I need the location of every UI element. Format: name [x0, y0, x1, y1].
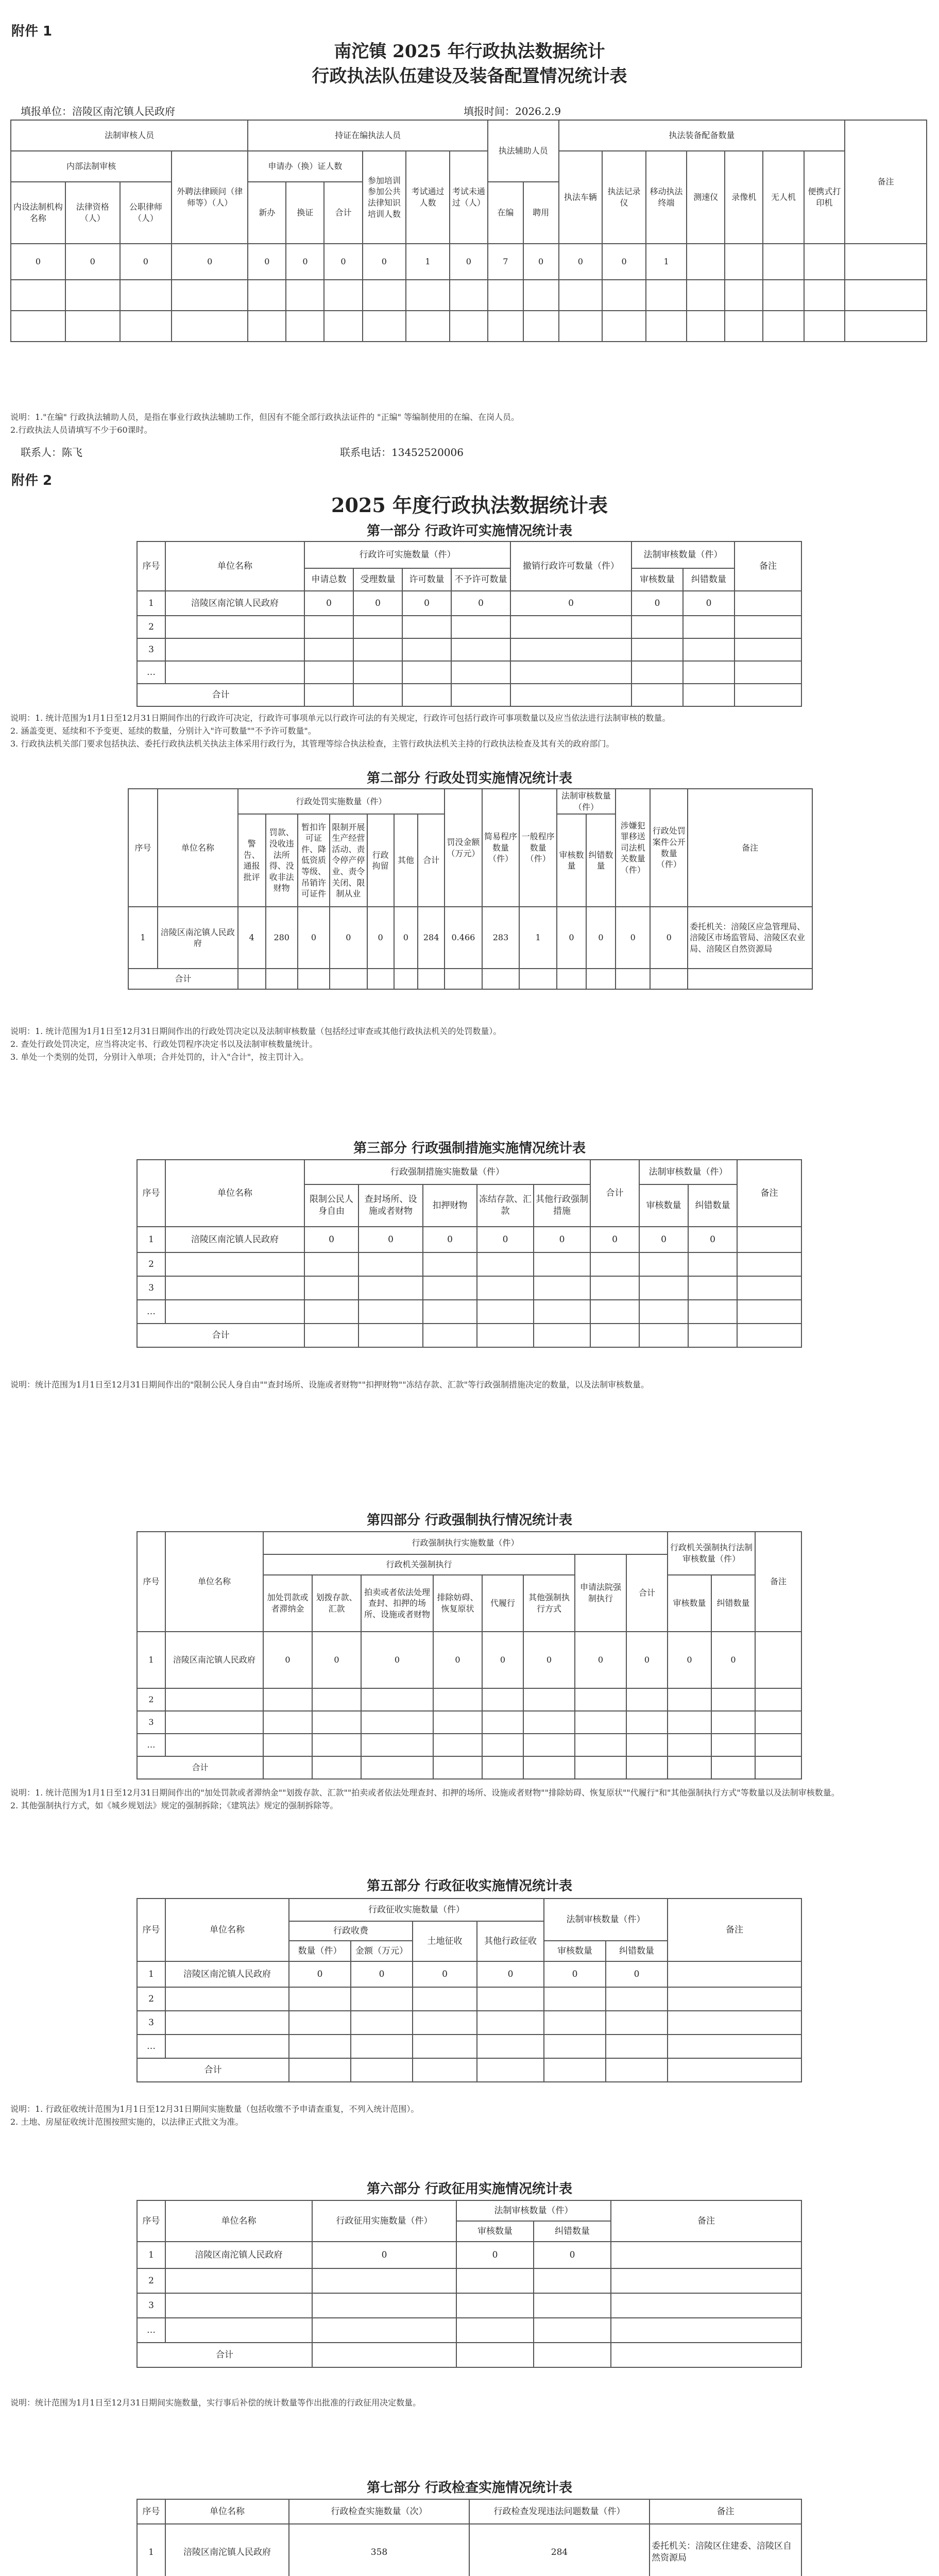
- value-cell: 0: [477, 1961, 544, 1987]
- value-cell: 0: [575, 1632, 626, 1688]
- col-header: 金额（万元）: [351, 1941, 413, 1961]
- seq-header: 序号: [137, 2499, 165, 2524]
- aux-header: 执法辅助人员: [488, 120, 559, 182]
- unit-name: 涪陵区南沱镇人民政府: [165, 1961, 289, 1987]
- value-cell: 0: [451, 591, 510, 616]
- attachment-1-label: 附件 1: [11, 24, 53, 39]
- value-cell: 284: [418, 907, 445, 969]
- unit-name: 涪陵区南沱镇人民政府: [165, 1632, 263, 1688]
- legal-pass-header: 法律资格（人）: [65, 182, 120, 244]
- col-header: 其他行政强制措施: [534, 1184, 590, 1227]
- remark-header: 备注: [688, 789, 812, 907]
- value-cell: 0: [367, 907, 394, 969]
- part5-table: 序号 单位名称 行政征收实施数量（件） 法制审核数量（件） 备注 行政收费 土地征收 其他行政征收 数量（件） 金额（万元） 审核数量 纠错数量 1 涪陵区南沱镇人民政府 0 0 0 0 0 0 2 3 … 合计: [136, 1898, 802, 2082]
- impl-header: 行政征用实施数量（件）: [312, 2200, 456, 2242]
- note-line: 说明：1. 统计范围为1月1日至12月31日期间作出的行政处罚决定以及法制审核数量（包括经过审查或其他行政执法机关的处罚数量）。: [10, 1026, 502, 1036]
- value-cell: 0: [358, 1227, 423, 1252]
- value-cell: 0: [482, 1632, 523, 1688]
- col-header: 审核数量: [557, 814, 586, 907]
- value-cell: 0: [312, 2242, 456, 2268]
- row-index: …: [137, 1734, 165, 1756]
- col-header: 加处罚款或者滞纳金: [263, 1575, 312, 1632]
- col-header: 行政拘留: [367, 814, 394, 907]
- value-cell: 0.466: [445, 907, 482, 969]
- value-cell: 0: [626, 1632, 668, 1688]
- col-header: 其他: [394, 814, 418, 907]
- speed-header: 测速仪: [687, 151, 725, 244]
- impl-header: 行政强制执行实施数量（件）: [263, 1532, 668, 1554]
- col-header: 纠错数量: [683, 568, 735, 591]
- value-cell: 0: [477, 1227, 534, 1252]
- unit-name: 涪陵区南沱镇人民政府: [165, 2524, 289, 2576]
- part2-table: 序号 单位名称 行政处罚实施数量（件） 罚没金额（万元） 简易程序数量（件） 一般程序数量（件） 法制审核数量（件） 涉嫌犯罪移送司法机关数量（件） 行政处罚案件公开数量（件） 备注 警告、通报批评 罚款、没收违法所得、没收非法财物 暂扣许可证件、降低资质等级、吊销许可证件 限制开展生产经营活动、责令停产停业、责令关闭、限制从业 行政拘留 其他 合计 审核数量 纠错数量 1 涪陵区南沱镇人民政府 4 280 0 0 0 0 284 0.466 283 1 0 0 0 0 委托机关：涪陵区应急管理局、涪陵区市场监管局、涪陵区农业局、涪陵区自然资源局 合计: [128, 788, 813, 990]
- outsourced-header: 外聘法律顾问（律师等）（人）: [172, 151, 248, 244]
- col-header: 划拨存款、汇款: [312, 1575, 361, 1632]
- apply-cert-header: 申请办（换）证人数: [248, 151, 362, 182]
- fill-unit: 填报单位：涪陵区南沱镇人民政府: [21, 105, 175, 117]
- uav-header: 无人机: [763, 151, 804, 244]
- value-cell: 283: [482, 907, 520, 969]
- value-cell: 0: [586, 907, 616, 969]
- value-cell: 0: [683, 591, 735, 616]
- value-cell: 7: [488, 244, 523, 280]
- note-line: 说明：统计范围为1月1日至12月31日期间实施数量，实行事后补偿的统计数量等作出批准的行政征用决定数量。: [10, 2398, 421, 2408]
- note-line: 3. 行政执法机关部门要求包括执法、委托行政执法机关执法主体采用行政行为，其管理等综合执法检查，主管行政执法机关主持的行政执法检查及其有关的政府部门。: [10, 738, 614, 749]
- note-line: 2. 涵盖变更、延续和不予变更、延续的数量，分别计入"许可数量""不予许可数量"。: [10, 725, 316, 736]
- law-staff-header: 在编: [488, 182, 523, 244]
- col-header: 警告、通报批评: [238, 814, 266, 907]
- unit-name: 涪陵区南沱镇人民政府: [165, 591, 304, 616]
- value-cell: 0: [304, 591, 353, 616]
- value-cell: 0: [298, 907, 330, 969]
- row-index: 3: [137, 638, 165, 661]
- cancel-header: 撤销行政许可数量（件）: [510, 541, 631, 591]
- recorder-header: 执法记录仪: [602, 151, 646, 244]
- note-line: 2. 土地、房屋征收统计范围按照实施的，以法律正式批文为准。: [10, 2116, 244, 2127]
- col-header: 许可数量: [402, 568, 451, 591]
- value-cell: 4: [238, 907, 266, 969]
- value-cell: 0: [602, 244, 646, 280]
- col-header: 纠错数量: [586, 814, 616, 907]
- seq-header: 序号: [137, 1160, 165, 1227]
- value-cell: 0: [363, 244, 406, 280]
- value-cell: 0: [590, 1227, 639, 1252]
- col-header: 审核数量: [668, 1575, 711, 1632]
- row-index: 2: [137, 1688, 165, 1711]
- value-cell: 1: [519, 907, 557, 969]
- col-header: 查封场所、设施或者财物: [358, 1184, 423, 1227]
- seq-header: 序号: [137, 1532, 165, 1632]
- col-header: 其他行政征收: [477, 1921, 544, 1961]
- part4-table: 序号 单位名称 行政强制执行实施数量（件） 行政机关强制执行法制审核数量（件） 备注 行政机关强制执行 申请法院强制执行 合计 加处罚款或者滞纳金 划拨存款、汇款 拍卖或者依法处理查封、扣押的场所、设施或者财物 排除妨碍、恢复原状 代履行 其他强制执行方式 审核数量 纠错数量 1 涪陵区南沱镇人民政府 0 0 0 0 0 0 0 0 0 0 2 3 … 合计: [136, 1531, 802, 1780]
- col-header: 限制开展生产经营活动、责令停产停业、责令关闭、限制从业: [330, 814, 367, 907]
- staffing-header: 持证在编执法人员: [248, 120, 488, 151]
- unit-header: 单位名称: [158, 789, 238, 907]
- review-header: 法制审核数量（件）: [631, 541, 735, 568]
- row-index: 2: [137, 2268, 165, 2293]
- unit-header: 单位名称: [165, 1899, 289, 1961]
- attachment-1-notes: [10, 411, 927, 437]
- unit-name: 涪陵区南沱镇人民政府: [165, 2242, 312, 2268]
- value-cell: 0: [361, 1632, 433, 1688]
- value-cell: 0: [639, 1227, 688, 1252]
- value-cell: 0: [172, 244, 248, 280]
- impl-header: 行政征收实施数量（件）: [289, 1899, 544, 1921]
- col-header: 审核数量: [544, 1941, 606, 1961]
- value-cell: 280: [266, 907, 298, 969]
- impl-header: 行政检查实施数量（次）: [289, 2499, 469, 2524]
- value-cell: 0: [289, 1961, 351, 1987]
- remark-header: 备注: [737, 1160, 801, 1227]
- remark-header: 备注: [668, 1899, 801, 1961]
- col-header: 数量（件）: [289, 1941, 351, 1961]
- exam-fail-header: 考试未通过（人）: [450, 151, 488, 244]
- attachment-2-title: 2025 年度行政执法数据统计表: [331, 494, 608, 517]
- unit-header: 单位名称: [165, 541, 304, 591]
- value-cell: 0: [248, 244, 286, 280]
- part6-title: 第六部分 行政征用实施情况统计表: [366, 2181, 573, 2197]
- col-header: 拍卖或者依法处理查封、扣押的场所、设施或者财物: [361, 1575, 433, 1632]
- impl-header: 行政许可实施数量（件）: [304, 541, 510, 568]
- total-label: 合计: [137, 1324, 304, 1347]
- col-header: 纠错数量: [688, 1184, 737, 1227]
- value-cell: 284: [469, 2524, 650, 2576]
- seq-header: 序号: [137, 541, 165, 591]
- unit-name: 涪陵区南沱镇人民政府: [165, 1227, 304, 1252]
- mobile-header: 移动执法终端: [646, 151, 687, 244]
- value-cell: 1: [646, 244, 687, 280]
- part4-title: 第四部分 行政强制执行情况统计表: [366, 1513, 573, 1528]
- col-header: 罚款、没收违法所得、没收非法财物: [266, 814, 298, 907]
- part5-title: 第五部分 行政征收实施情况统计表: [366, 1878, 573, 1894]
- value-cell: 0: [286, 244, 324, 280]
- value-cell: 0: [534, 2242, 611, 2268]
- col-header: 审核数量: [456, 2221, 534, 2242]
- total-label: 合计: [137, 2058, 289, 2082]
- col-header: 纠错数量: [606, 1941, 668, 1961]
- contact-phone: 联系电话：13452520006: [340, 446, 464, 459]
- hired-header: 聘用: [523, 182, 559, 244]
- value-cell: 0: [394, 907, 418, 969]
- value-cell: 0: [631, 591, 683, 616]
- row-index: 3: [137, 2293, 165, 2318]
- printer-header: 便携式打印机: [804, 151, 845, 244]
- note-line: 说明：1. 行政征收统计范围为1月1日至12月31日期间实施数量（包括收缴不予申请查重复，不列入统计范围）。: [10, 2104, 419, 2114]
- total-label: 合计: [128, 969, 238, 989]
- row-index: 3: [137, 1276, 165, 1300]
- part6-notes: [10, 2397, 927, 2410]
- value-cell: 0: [433, 1632, 482, 1688]
- seq-header: 序号: [137, 1899, 165, 1961]
- self-enforce-header: 行政机关强制执行: [263, 1554, 575, 1575]
- col-header: 一般程序数量（件）: [519, 789, 557, 907]
- unit-header: 单位名称: [165, 2499, 289, 2524]
- col-header: 合计: [418, 814, 445, 907]
- note-line: 说明：1. 统计范围为1月1日至12月31日期间作出的"加处罚款或者滞纳金""划拨存款、汇款""拍卖或者依法处理查封、扣押的场所、设施或者财物""排除妨碍、恢复原状""代履行"和"其他强制执行方式"等数量以及法制审核数量。: [10, 1788, 840, 1798]
- total-label: 合计: [137, 1756, 263, 1779]
- row-index: …: [137, 1300, 165, 1324]
- fill-time: 填报时间：2026.2.9: [464, 105, 561, 117]
- row-index: 2: [137, 1987, 165, 2011]
- note-line: 说明：统计范围为1月1日至12月31日期间作出的"限制公民人身自由""查封场所、设施或者财物""扣押财物""冻结存款、汇款"等行政强制措施决定的数量，以及法制审核数量。: [10, 1380, 649, 1389]
- value-cell: 0: [650, 907, 688, 969]
- col-header: 土地征收: [413, 1921, 477, 1961]
- col-header: 限制公民人身自由: [304, 1184, 358, 1227]
- inner-org-header: 内设法制机构名称: [11, 182, 65, 244]
- part7-title: 第七部分 行政检查实施情况统计表: [366, 2480, 573, 2496]
- unit-name: 涪陵区南沱镇人民政府: [158, 907, 238, 969]
- note-line: 2. 查处行政处罚决定，应当将决定书、行政处罚程序决定书以及法制审核数量统计。: [10, 1039, 318, 1049]
- row-index: 3: [137, 1711, 165, 1734]
- seq-header: 序号: [128, 789, 158, 907]
- value-cell: 0: [557, 907, 586, 969]
- renew-cert-header: 换证: [286, 182, 324, 244]
- lawyer-cert-header: 公职律师（人）: [120, 182, 172, 244]
- col-header: 其他强制执行方式: [523, 1575, 575, 1632]
- review-header: 法制审核数量（件）: [557, 789, 616, 814]
- col-header: 扣押财物: [423, 1184, 477, 1227]
- value-cell: 0: [351, 1961, 413, 1987]
- col-header: 不予许可数量: [451, 568, 510, 591]
- note-line: 2. 其他强制执行方式，如《城乡规划法》规定的强制拆除；《建筑法》规定的强制拆除等。: [10, 1800, 338, 1810]
- value-cell: 0: [413, 1961, 477, 1987]
- value-cell: 0: [668, 1632, 711, 1688]
- value-cell: 0: [312, 1632, 361, 1688]
- personnel-header: 法制审核人员: [11, 120, 248, 151]
- value-cell: 0: [402, 591, 451, 616]
- new-cert-header: 新办: [248, 182, 286, 244]
- col-header: 暂扣许可证件、降低资质等级、吊销许可证件: [298, 814, 330, 907]
- value-cell: 0: [711, 1632, 755, 1688]
- value-cell: 0: [120, 244, 172, 280]
- col-header: 合计: [590, 1160, 639, 1227]
- remark-header: 备注: [755, 1532, 801, 1632]
- value-cell: 0: [353, 591, 402, 616]
- row-index: 2: [137, 1252, 165, 1276]
- total-label: 合计: [137, 2343, 312, 2367]
- col-header: 简易程序数量（件）: [482, 789, 520, 907]
- value-cell: 0: [616, 907, 650, 969]
- attachment-1-subtitle: 行政执法队伍建设及装备配置情况统计表: [312, 66, 627, 87]
- value-cell: 0: [510, 591, 631, 616]
- value-cell: 0: [559, 244, 603, 280]
- part2-notes: [10, 1025, 927, 1063]
- row-index: …: [137, 2318, 165, 2343]
- training-header: 参加培训参加公共法律知识培训人数: [363, 151, 406, 244]
- value-cell: 0: [304, 1227, 358, 1252]
- value-cell: 0: [324, 244, 362, 280]
- col-header: 排除妨碍、恢复原状: [433, 1575, 482, 1632]
- part4-notes: [10, 1787, 927, 1812]
- remark-header: 备注: [735, 541, 801, 591]
- camera-header: 录像机: [725, 151, 763, 244]
- note-line: 说明：1."在编" 行政执法辅助人员，是指在事业行政执法辅助工作，但因有不能全部行政执法证件的 "正编" 等编制使用的在编、在岗人员。: [10, 412, 519, 422]
- col-header: 冻结存款、汇款: [477, 1184, 534, 1227]
- col-header: 涉嫌犯罪移送司法机关数量（件）: [616, 789, 650, 907]
- col-header: 代履行: [482, 1575, 523, 1632]
- row-index: …: [137, 661, 165, 684]
- row-index: 2: [137, 616, 165, 638]
- col-header: 纠错数量: [534, 2221, 611, 2242]
- row-index: 3: [137, 2011, 165, 2035]
- remark-header: 备注: [845, 120, 927, 244]
- attachment-2-label: 附件 2: [11, 473, 53, 488]
- remark-text: 委托机关：涪陵区应急管理局、涪陵区市场监管局、涪陵区农业局、涪陵区自然资源局: [688, 907, 812, 969]
- part7-table: 序号 单位名称 行政检查实施数量（次） 行政检查发现违法问题数量（件） 备注 1 涪陵区南沱镇人民政府 358 284 委托机关：涪陵区住建委、涪陵区自然资源局: [136, 2499, 802, 2576]
- remark-text: 委托机关：涪陵区住建委、涪陵区自然资源局: [650, 2524, 801, 2576]
- col-header: 申请总数: [304, 568, 353, 591]
- value-cell: 0: [263, 1632, 312, 1688]
- col-header: 行政处罚案件公开数量（件）: [650, 789, 688, 907]
- part1-notes: [10, 712, 927, 750]
- seq-header: 序号: [137, 2200, 165, 2242]
- cert-total-header: 合计: [324, 182, 362, 244]
- remark-header: 备注: [650, 2499, 801, 2524]
- value-cell: 0: [534, 1227, 590, 1252]
- value-cell: 0: [330, 907, 367, 969]
- equipment-header: 执法装备配备数量: [559, 120, 845, 151]
- unit-header: 单位名称: [165, 1160, 304, 1227]
- col-header: 受理数量: [353, 568, 402, 591]
- value-cell: 1: [406, 244, 450, 280]
- value-cell: 0: [456, 2242, 534, 2268]
- part1-title: 第一部分 行政许可实施情况统计表: [366, 523, 573, 539]
- staffing-equipment-table: [10, 120, 927, 342]
- impl-header: 行政强制措施实施数量（件）: [304, 1160, 590, 1184]
- found-header: 行政检查发现违法问题数量（件）: [469, 2499, 650, 2524]
- internal-review-header: 内部法制审核: [11, 151, 172, 182]
- part5-notes: [10, 2103, 927, 2129]
- value-cell: 0: [450, 244, 488, 280]
- value-cell: 0: [65, 244, 120, 280]
- col-header: 审核数量: [631, 568, 683, 591]
- col-header: 罚没金额（万元）: [445, 789, 482, 907]
- note-line: 2.行政执法人员请填写不少于60课时。: [10, 425, 152, 435]
- review-header: 法制审核数量（件）: [639, 1160, 737, 1184]
- value-cell: 0: [688, 1227, 737, 1252]
- total-label: 合计: [137, 684, 304, 706]
- review-header: 法制审核数量（件）: [456, 2200, 611, 2221]
- col-header: 纠错数量: [711, 1575, 755, 1632]
- part2-title: 第二部分 行政处罚实施情况统计表: [366, 771, 573, 786]
- exam-pass-header: 考试通过人数: [406, 151, 450, 244]
- unit-header: 单位名称: [165, 1532, 263, 1632]
- impl-header: 行政处罚实施数量（件）: [238, 789, 445, 814]
- row-index: …: [137, 2035, 165, 2058]
- part3-notes: [10, 1379, 927, 1392]
- attachment-1-title: 南沱镇 2025 年行政执法数据统计: [334, 41, 605, 62]
- value-cell: 358: [289, 2524, 469, 2576]
- review-header: 法制审核数量（件）: [544, 1899, 668, 1941]
- part3-table: 序号 单位名称 行政强制措施实施数量（件） 合计 法制审核数量（件） 备注 限制公民人身自由 查封场所、设施或者财物 扣押财物 冻结存款、汇款 其他行政强制措施 审核数量 纠错数量 1 涪陵区南沱镇人民政府 0 0 0 0 0 0 0 0 2 3 … 合计: [136, 1159, 802, 1348]
- value-cell: 0: [606, 1961, 668, 1987]
- col-header: 申请法院强制执行: [575, 1554, 626, 1632]
- unit-header: 单位名称: [165, 2200, 312, 2242]
- value-cell: 0: [544, 1961, 606, 1987]
- review-header: 行政机关强制执行法制审核数量（件）: [668, 1532, 755, 1575]
- col-header: 审核数量: [639, 1184, 688, 1227]
- remark-header: 备注: [611, 2200, 801, 2242]
- contact-person: 联系人：陈飞: [21, 446, 82, 459]
- vehicle-header: 执法车辆: [559, 151, 603, 244]
- value-cell: 0: [523, 1632, 575, 1688]
- value-cell: 0: [11, 244, 65, 280]
- col-header: 合计: [626, 1554, 668, 1632]
- value-cell: 0: [423, 1227, 477, 1252]
- part1-table: 序号 单位名称 行政许可实施数量（件） 撤销行政许可数量（件） 法制审核数量（件） 备注 申请总数 受理数量 许可数量 不予许可数量 审核数量 纠错数量 1 涪陵区南沱镇人民政府 0 0 0 0 0 0 0 2 3 … 合计: [136, 541, 802, 707]
- value-cell: 0: [523, 244, 559, 280]
- note-line: 说明：1. 统计范围为1月1日至12月31日期间作出的行政许可决定，行政许可事项单元以行政许可法的有关规定，行政许可包括行政许可事项数量以及应当依法进行法制审核的数量。: [10, 713, 671, 723]
- part3-title: 第三部分 行政强制措施实施情况统计表: [353, 1141, 586, 1156]
- fee-header: 行政收费: [289, 1921, 413, 1941]
- note-line: 3. 单处一个类别的处罚，分别计入单项；合并处罚的，计入"合计"，按主罚计入。: [10, 1052, 309, 1062]
- part6-table: 序号 单位名称 行政征用实施数量（件） 法制审核数量（件） 备注 审核数量 纠错数量 1 涪陵区南沱镇人民政府 0 0 0 2 3 … 合计: [136, 2200, 802, 2368]
